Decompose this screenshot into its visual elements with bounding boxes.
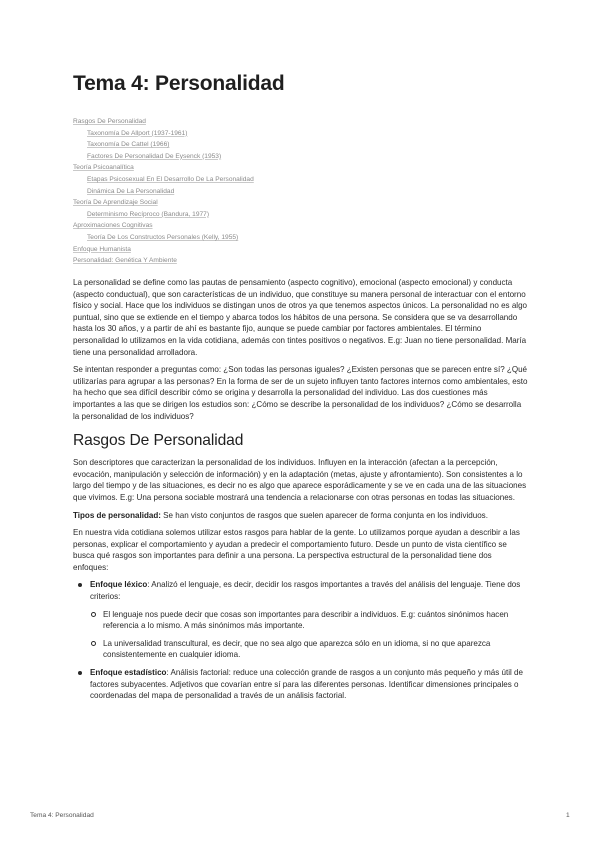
criterios-list bbox=[90, 609, 529, 661]
list-item-enfoque-estadistico bbox=[73, 667, 529, 702]
intro-paragraph-2: Se intentan responder a preguntas como: ¿Son todas las personas iguales? ¿Existen personas que se parecen entre sí? ¿Qué utilizarías para agrupar a las personas? En la forma de ser de un sujeto influyen tanto factores internos como ambientales, esto ha hecho que sea difícil describir cómo se origina y desarrolla la personalidad del individuo. Las dos cuestiones más importantes a las que se dirigen los estudios son: ¿Cómo se describe la personalidad de los individuos? ¿Cómo se desarrolla la personalidad de los individuos? bbox=[73, 365, 528, 421]
toc-link-rasgos[interactable]: Rasgos De Personalidad bbox=[73, 118, 146, 125]
enfoque-estadistico-label: Enfoque estadístico bbox=[90, 668, 167, 678]
list-item-criterio-1 bbox=[90, 609, 529, 632]
criterio-2-text: La universalidad transcultural, es decir, que no sea algo que aparezca sólo en un idioma, si no que aparezca consistentemente en cualquier idioma. bbox=[103, 638, 491, 660]
tipos-personalidad-paragraph bbox=[73, 510, 529, 522]
list-item-criterio-2 bbox=[90, 638, 529, 661]
toc-link-etapas-psicosexual[interactable]: Etapas Psicosexual En El Desarrollo De La Personalidad bbox=[87, 175, 254, 183]
intro-paragraph-1: La personalidad se define como las pautas de pensamiento (aspecto cognitivo), emocional (aspecto emocional) y conducta (aspecto conductual), que son características de un individuo, que constituye su manera personal de interactuar con el entorno físico y social. Hace que los individuos se distingan unos de otros ya que tenemos aspectos únicos. La personalidad no es algo puntual, sino que se extiende en el tiempo y abarca todos los hábitos de una persona. Se considera que se va desarrollando hasta los 30 años, y a partir de ahí es bastante fijo, aunque se puede cambiar por factores ambientales. El término personalidad lo utilizamos en la vida cotidiana, además con tintes positivos o negativos. E.g: Juan no tiene personalidad. María tiene una personalidad arrolladora. bbox=[73, 278, 528, 357]
hollow-bullet-icon bbox=[91, 612, 96, 617]
enfoque-estadistico-text: : Análisis factorial: reduce una colección grande de rasgos a un conjunto más pequeño y más útil de factores subyacentes. Adjetivos que covarían entre sí para las diferentes personas. Identificar dimensiones principales o coordenadas del mapa de personalidad a través de un análisis factorial. bbox=[90, 668, 523, 701]
toc-link-dinamica[interactable]: Dinámica De La Personalidad bbox=[87, 187, 175, 195]
list-item-enfoque-lexico bbox=[73, 579, 529, 661]
enfoque-lexico-text: : Analizó el lenguaje, es decir, decidir los rasgos importantes a través del análisis del lenguaje. Tiene dos criterios: bbox=[90, 580, 521, 602]
section-heading-rasgos: Rasgos De Personalidad bbox=[73, 432, 244, 450]
toc-link-cognitivas[interactable]: Aproximaciones Cognitivas bbox=[73, 222, 153, 230]
toc-link-genetica-ambiente[interactable]: Personalidad: Genética Y Ambiente bbox=[73, 257, 177, 265]
toc-link-humanista[interactable]: Enfoque Humanista bbox=[73, 245, 131, 253]
page-title: Tema 4: Personalidad bbox=[73, 72, 285, 95]
toc-link-psicoanalitica[interactable]: Teoría Psicoanalítica bbox=[73, 164, 134, 172]
criterio-1-text: El lenguaje nos puede decir que cosas son importantes para describir a individuos. E.g: cuántos sinónimos hacen referencia a lo mismo. A más sinónimos más importante. bbox=[103, 609, 509, 631]
table-of-contents bbox=[73, 116, 527, 267]
hollow-bullet-icon bbox=[91, 641, 96, 646]
toc-link-determinismo[interactable]: Determinismo Recíproco (Bandura, 1977) bbox=[87, 210, 210, 218]
rasgos-paragraph-1: Son descriptores que caracterizan la personalidad de los individuos. Influyen en la interacción (afectan a la percepción, evocación, manipulación y selección de información) y en la adaptación (metas, ajuste y afrontamiento). Son consistentes a lo largo del tiempo y de las situaciones, es decir no es algo que aparece esporádicamente y se ve en cada una de las situaciones que vivimos. E.g: Una persona sociable mostrará una tendencia a relacionarse con otras personas en todas las situaciones. bbox=[73, 458, 527, 502]
enfoque-lexico-label: Enfoque léxico bbox=[90, 580, 148, 590]
toc-link-aprendizaje-social[interactable]: Teoría De Aprendizaje Social bbox=[73, 199, 158, 207]
tipos-personalidad-label: Tipos de personalidad: bbox=[73, 510, 161, 520]
page-number: 1 bbox=[566, 812, 570, 819]
footer-title: Tema 4: Personalidad bbox=[30, 812, 94, 819]
bullet-icon bbox=[78, 671, 82, 675]
toc-link-allport[interactable]: Taxonomía De Allport (1937-1961) bbox=[87, 129, 188, 137]
rasgos-paragraph-3: En nuestra vida cotidiana solemos utilizar estos rasgos para hablar de la gente. Lo utilizamos porque ayudan a describir a las personas, explicar el comportamiento y ayudan a predecir el comportamiento futuro. Desde un punto de vista científico se busca qué rasgos son importantes para definir a una persona. La perspectiva estructural de la personalidad tiene dos enfoques: bbox=[73, 528, 520, 572]
enfoques-list bbox=[73, 579, 529, 701]
toc-link-cattel[interactable]: Taxonomía De Cattel (1966) bbox=[87, 141, 170, 149]
toc-link-constructos[interactable]: Teoría De Los Constructos Personales (Kelly, 1955) bbox=[87, 233, 239, 241]
bullet-icon bbox=[78, 583, 82, 587]
tipos-personalidad-text: Se han visto conjuntos de rasgos que suelen aparecer de forma conjunta en los individuos. bbox=[160, 510, 488, 520]
document-body bbox=[73, 277, 529, 707]
toc-link-eysenck[interactable]: Factores De Personalidad De Eysenck (1953) bbox=[87, 152, 222, 160]
